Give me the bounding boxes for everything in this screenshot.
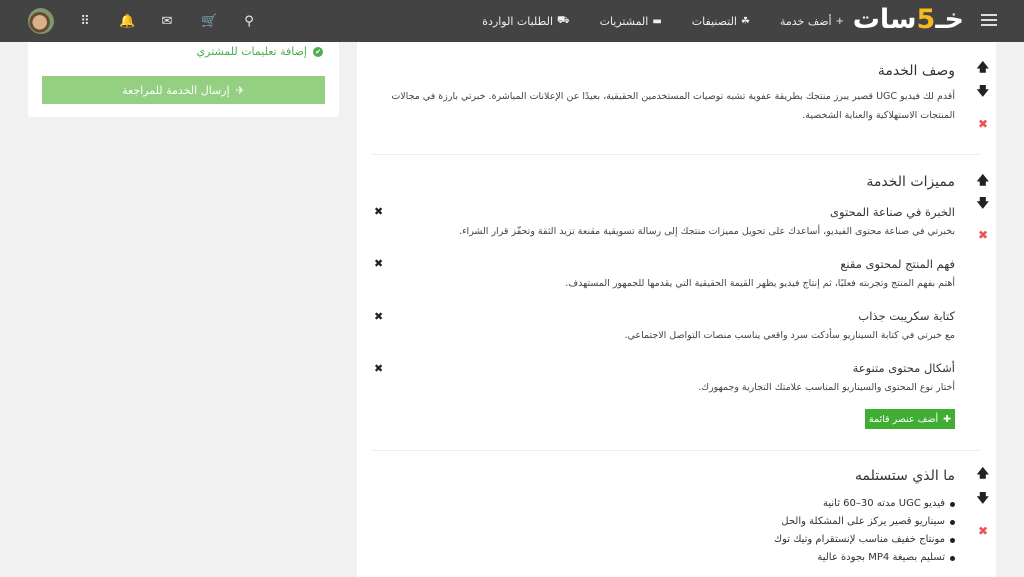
plus-icon: + bbox=[835, 15, 844, 27]
section-text[interactable]: أقدم لك فيديو UGC قصير يبرز منتجك بطريقة عفوية تشبه توصيات المستخدمين الحقيقية، بعيدًا عن الإعلانات المباشرة. خبرتي بارزة في مجالات المنتجات الاستهلاكية والعناية الشخصية. bbox=[391, 91, 955, 121]
list-item: فيديو UGC مدته 30–60 ثانية bbox=[774, 495, 955, 513]
move-up-icon[interactable]: 🡅 bbox=[976, 466, 989, 480]
user-icons bbox=[28, 0, 283, 42]
list-item: سيناريو قصير يركز على المشكلة والحل bbox=[774, 513, 955, 531]
list-item: تسليم بصيغة MP4 بجودة عالية bbox=[774, 549, 955, 567]
truck-icon: ⛟ bbox=[557, 14, 570, 26]
remove-item-icon[interactable]: ✖ bbox=[374, 362, 384, 375]
section-title: وصف الخدمة bbox=[877, 63, 955, 79]
list-item: مونتاج خفيف مناسب لإنستقرام وتيك توك bbox=[774, 531, 955, 549]
remove-item-icon[interactable]: ✖ bbox=[374, 257, 384, 270]
paper-plane-icon: ✈ bbox=[235, 83, 245, 97]
feature-title[interactable]: أشكال محتوى متنوعة bbox=[852, 361, 955, 375]
feature-desc[interactable]: أهتم بفهم المنتج وتجربته فعليًا، ثم إنتاج فيديو يظهر القيمة الحقيقية التي يقدمها للجمهور المستهدف. bbox=[565, 278, 955, 289]
search-icon[interactable]: ⚲ bbox=[244, 13, 254, 29]
delete-section-icon[interactable]: ✖ bbox=[977, 117, 989, 131]
move-down-icon[interactable]: 🡇 bbox=[976, 84, 989, 98]
delete-section-icon[interactable]: ✖ bbox=[977, 228, 989, 242]
section-title: مميزات الخدمة bbox=[866, 174, 955, 190]
remove-item-icon[interactable]: ✖ bbox=[374, 310, 384, 323]
feature-title[interactable]: الخبرة في صناعة المحتوى bbox=[830, 205, 955, 219]
move-down-icon[interactable]: 🡇 bbox=[976, 196, 989, 210]
move-up-icon[interactable]: 🡅 bbox=[976, 60, 989, 74]
section-description bbox=[371, 42, 989, 155]
move-down-icon[interactable]: 🡇 bbox=[976, 491, 989, 505]
feature-desc[interactable]: أختار نوع المحتوى والسيناريو المناسب علامتك التجارية وجمهورك. bbox=[698, 382, 955, 393]
service-editor bbox=[357, 42, 996, 577]
top-nav bbox=[482, 0, 844, 42]
section-title: ما الذي ستستلمه bbox=[854, 468, 955, 484]
feature-title[interactable]: كتابة سكريبت جذاب bbox=[858, 309, 955, 323]
menu-icon[interactable] bbox=[981, 14, 997, 26]
top-navbar bbox=[0, 0, 1024, 42]
feature-desc[interactable]: بخبرتي في صناعة محتوى الفيديو، أساعدك على تحويل مميزات منتجك إلى رسالة تسويقية مقنعة تزيد الثقة وتحفّز قرار الشراء. bbox=[459, 226, 955, 237]
avatar[interactable] bbox=[28, 8, 54, 34]
move-up-icon[interactable]: 🡅 bbox=[976, 173, 989, 187]
section-features bbox=[371, 155, 989, 451]
nav-categories[interactable]: ☘ التصنيفات bbox=[691, 14, 750, 28]
bell-icon[interactable]: 🔔 bbox=[119, 13, 136, 29]
feature-title[interactable]: فهم المنتج لمحتوى مقنع bbox=[840, 257, 955, 271]
nav-incoming-orders[interactable]: ⛟ الطلبات الواردة bbox=[482, 14, 570, 28]
sidebar-card bbox=[28, 42, 339, 117]
buyer-instructions-link[interactable]: ✔ إضافة تعليمات للمشتري bbox=[197, 45, 323, 58]
mail-icon[interactable]: ✉ bbox=[161, 13, 173, 29]
feature-desc[interactable]: مع خبرتي في كتابة السيناريو سأدكت سرد واقعي يناسب منصات التواصل الاجتماعي. bbox=[624, 330, 955, 341]
add-list-item-button[interactable]: ✚ أضف عنصر قائمة bbox=[865, 409, 955, 429]
apps-grid-icon[interactable]: ⠿ bbox=[80, 13, 90, 29]
delete-section-icon[interactable]: ✖ bbox=[977, 524, 989, 538]
logo[interactable]: خـ5سات bbox=[852, 4, 964, 35]
cart-icon[interactable]: 🛒 bbox=[201, 13, 218, 29]
submit-for-review-button[interactable]: ✈ إرسال الخدمة للمراجعة bbox=[42, 76, 325, 104]
section-deliverables bbox=[371, 451, 989, 577]
nav-add-service[interactable]: + أضف خدمة bbox=[779, 14, 844, 28]
folder-icon: ▬ bbox=[652, 15, 662, 27]
deliverables-list[interactable] bbox=[774, 495, 955, 567]
check-circle-icon: ✔ bbox=[313, 47, 323, 57]
remove-item-icon[interactable]: ✖ bbox=[374, 205, 384, 218]
categories-icon: ☘ bbox=[740, 15, 750, 27]
plus-icon: ✚ bbox=[943, 413, 952, 425]
nav-purchases[interactable]: ▬ المشتريات bbox=[599, 14, 662, 28]
